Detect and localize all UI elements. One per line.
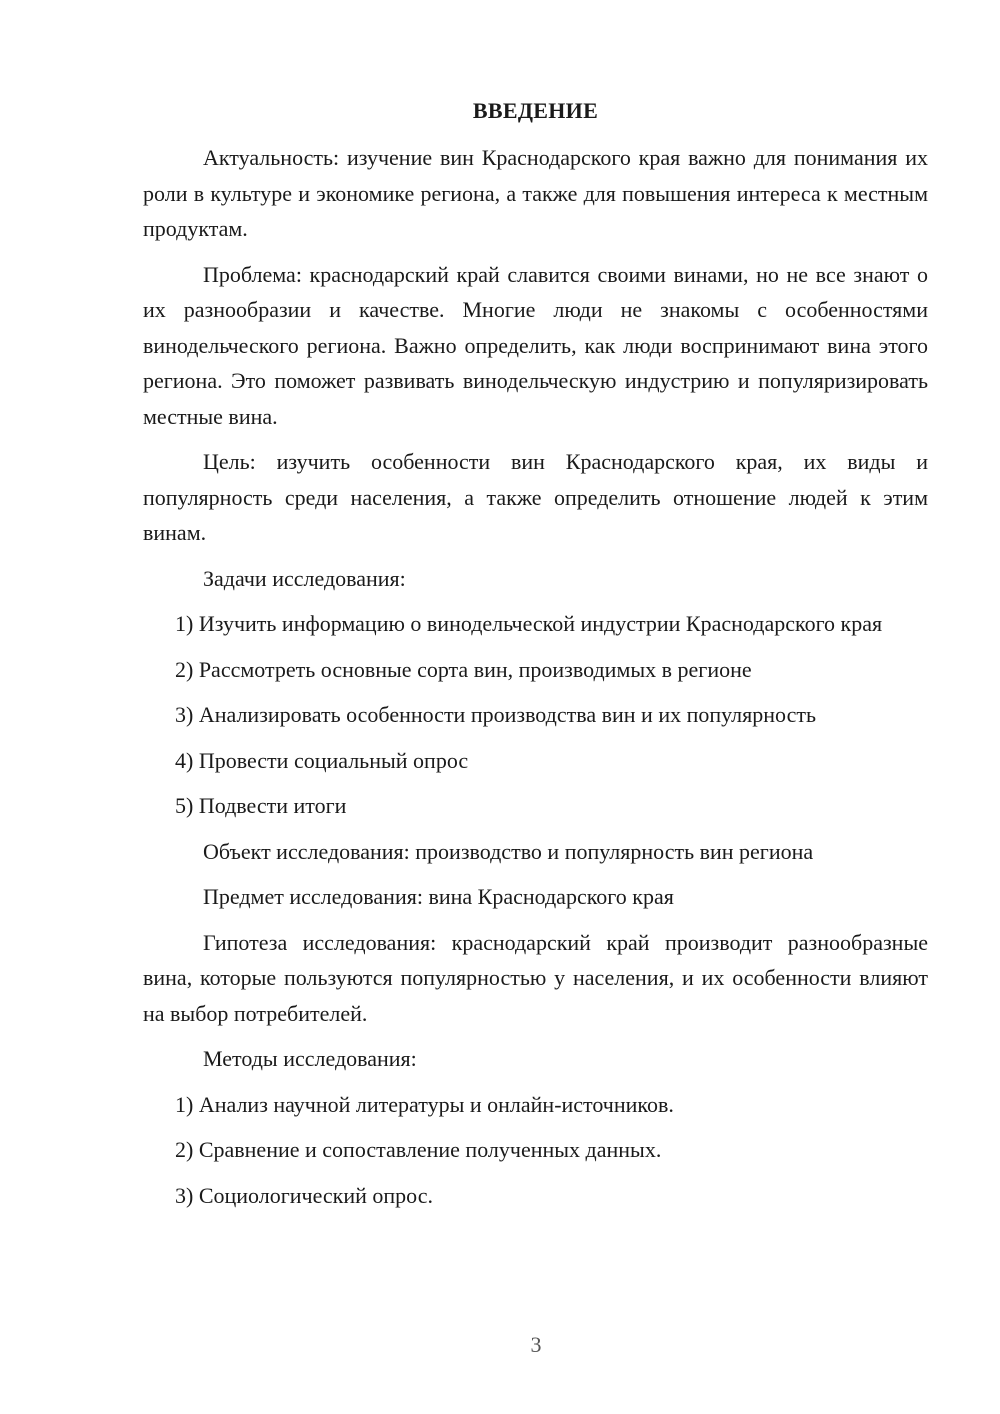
method-item-2: 2) Сравнение и сопоставление полученных данных. bbox=[175, 1137, 662, 1162]
research-subject: Предмет исследования: вина Краснодарского края bbox=[203, 884, 674, 909]
methods-heading: Методы исследования: bbox=[203, 1046, 417, 1071]
task-item-4: 4) Провести социальный опрос bbox=[175, 747, 469, 773]
task-item-2: 2) Рассмотреть основные сорта вин, производимых в регионе bbox=[175, 656, 752, 682]
method-item-3: 3) Социологический опрос. bbox=[175, 1182, 433, 1208]
research-object: Объект исследования: производство и популярность вин региона bbox=[203, 838, 814, 864]
task-item-3: 3) Анализировать особенности производства вин и их популярность bbox=[175, 702, 816, 727]
task-item-1: 1) Изучить информацию о винодельческой индустрии Краснодарского края bbox=[175, 611, 883, 636]
page-number: 3 bbox=[530, 1332, 542, 1357]
problem-paragraph: Проблема: краснодарский край славится своими винами, но не все знают о их разнообразии и качестве. Многие люди не знакомы с особенностями винодельческого региона. Важно определить, как люди воспринимают вина этого региона. Это поможет развивать винодельческую индустрию и популяризировать местные вина. bbox=[143, 261, 928, 429]
relevance-paragraph: Актуальность: изучение вин Краснодарского края важно для понимания их роли в культуре и экономике региона, а также для повышения интереса к местным продуктам. bbox=[143, 145, 928, 241]
hypothesis-paragraph: Гипотеза исследования: краснодарский край производит разнообразные вина, которые пользуются популярностью у населения, и их особенности влияют на выбор потребителей. bbox=[143, 929, 928, 1026]
goal-paragraph: Цель: изучить особенности вин Краснодарского края, их виды и популярность среди населения, а также определить отношение людей к этим винам. bbox=[143, 449, 928, 545]
method-item-1: 1) Анализ научной литературы и онлайн-источников. bbox=[175, 1091, 674, 1117]
document-page bbox=[143, 94, 928, 1223]
task-item-5: 5) Подвести итоги bbox=[175, 793, 347, 818]
tasks-heading: Задачи исследования: bbox=[203, 565, 406, 591]
page-title: ВВЕДЕНИЕ bbox=[472, 98, 599, 123]
